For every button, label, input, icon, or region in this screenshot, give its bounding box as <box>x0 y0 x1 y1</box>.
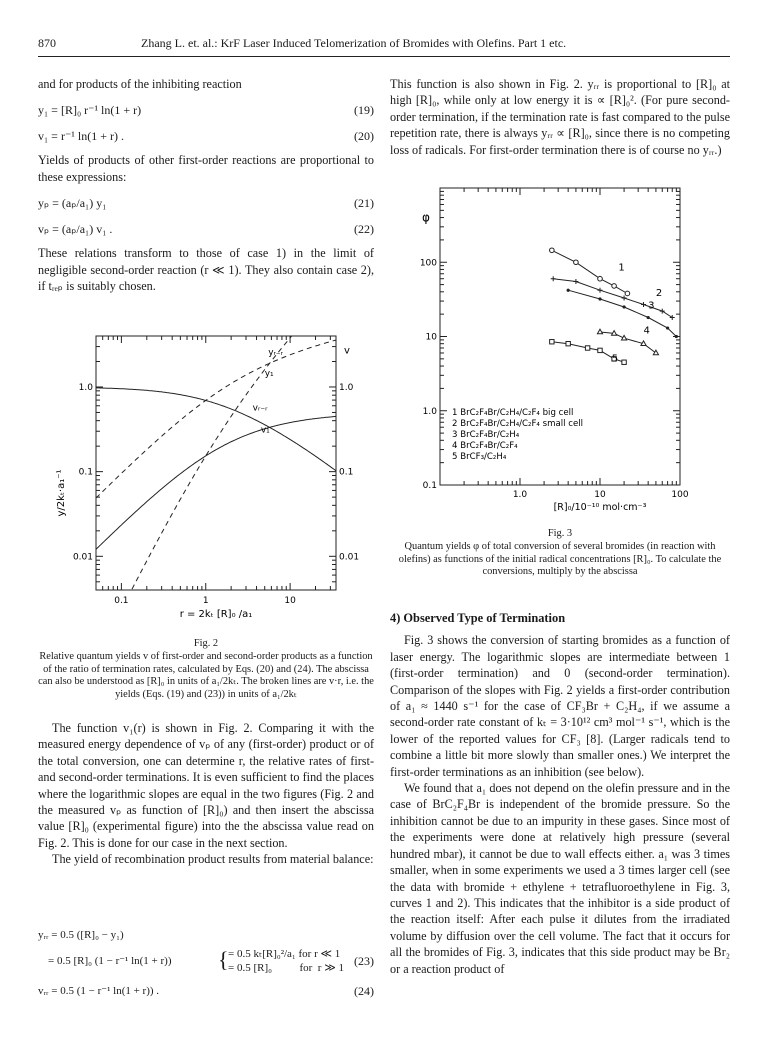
fig2-ytick-label-right: 0.01 <box>339 552 360 563</box>
fig3-point <box>641 302 646 307</box>
equation-23a: yᵣᵣ = 0.5 ([R]₀ − y₁) <box>38 929 124 941</box>
figure-3-caption <box>390 528 730 579</box>
left-column-lower <box>38 720 374 868</box>
fig3-legend-entry: 3 BrC₂F₄Br/C₂H₄ <box>452 429 520 440</box>
fig3-point <box>573 279 578 284</box>
right-column-lower <box>390 610 730 977</box>
fig2-ytick-label-left: 0.1 <box>78 467 93 478</box>
fig2-curve-v1 <box>96 388 336 471</box>
figure-3-caption-title: Fig. 3 <box>547 528 573 539</box>
figure-3-caption-text: Quantum yields φ of total conversion of several bromides (in reaction with olefins) as functions of the initial radical concentrations [R]₀. To calculate the conversions, multiply by the abscissa <box>398 540 722 578</box>
fig3-ytick-label: 1.0 <box>422 406 437 417</box>
fig3-point <box>597 329 602 334</box>
equation-23-number: (23) <box>354 954 374 968</box>
fig3-point <box>660 309 665 314</box>
fig3-point <box>598 276 603 281</box>
fig3-point <box>551 276 556 281</box>
left-column <box>38 76 374 294</box>
fig3-point <box>641 341 646 346</box>
fig3-xtick-label: 100 <box>671 490 689 500</box>
fig3-point <box>647 316 650 319</box>
paragraph-function-continued: This function is also shown in Fig. 2. yᵣᵣ is proportional to [R]₀ at high [R]₀, while only at low energy it is ∝ [R]₀². (For pure second-order termination, if the termination rate is fast compared to the pulse repetition rate, there is always yᵣᵣ ∝ [R]₀, since there is no competing loss of radicals. For first-order termination there is of course no yᵣᵣ.) <box>390 77 730 157</box>
equation-20: v₁ = r⁻¹ ln(1 + r) . (20) <box>38 129 374 144</box>
equation-23b: = 0.5 [R]₀ (1 − r⁻¹ ln(1 + r)) <box>48 955 172 967</box>
paragraph-observed-2: We found that a₁ does not depend on the olefin pressure and in the case of BrC₂F₄Br is independent of the bromide pressure. So the inhibition cannot be due to an impurity in these gases. Since most of the experiments were done at relatively high pressure (several hundred mbar), it cannot be due to wall effects either. a₁ was 3 times smaller, when in some experiments we used a 3 times larger cell (see the data with bromide + ethylene + tetrafluoroethylene in Fig. 3, curves 1 and 2). This indicates that the inhibitor is a side product of the reaction itself: After each pulse it dilutes from the irradiated volume by diffusion over the cell volume. The fact that it occurs for all the bromides of Fig. 3, indicates that this side product may be Br₂ or a reaction product of <box>390 781 730 976</box>
paragraph-function: The function v₁(r) is shown in Fig. 2. Comparing it with the measured energy dependence of vₚ of any (first-order) product or of the total conversion, one can determine r, the relative rates of first- and second-order terminations. It is even sufficient to find the places where the logarithmic slopes are equal in the two figures (Fig. 2 and the measured vₚ as function of [R]₀) and then insert the abscissa value [R]₀ (experimental figure) into the the abscissa value read on Fig. 2. This is done for our case in the next section. <box>38 721 374 850</box>
equation-21: yₚ = (aₚ/a₁) y₁ (21) <box>38 196 374 211</box>
paragraph-yields: Yields of products of other first-order reactions are proportional to these expressions: <box>38 153 374 184</box>
equation-22: vₚ = (aₚ/a₁) v₁ . (22) <box>38 222 374 237</box>
fig3-point <box>621 335 626 340</box>
fig3-point <box>566 341 570 345</box>
fig2-label-vrr: vᵣ₋ᵣ <box>252 403 268 414</box>
fig2-curve-y1 <box>96 340 336 498</box>
figure-2-chart <box>38 328 374 628</box>
fig2-ytick-label-right: 1.0 <box>339 382 354 393</box>
fig3-legend-entry: 4 BrC₂F₄Br/C₂F₄ <box>452 440 518 451</box>
equation-24: vᵣᵣ = 0.5 (1 − r⁻¹ ln(1 + r)) . <box>38 985 160 997</box>
paragraph-recombination: The yield of recombination product results from material balance: <box>52 852 374 867</box>
fig3-ytick-label: 0.1 <box>422 481 437 491</box>
equation-23c1: = 0.5 kₜ[R]₀²/a₁ for r ≪ 1 <box>228 948 341 960</box>
fig3-point <box>670 315 675 320</box>
fig2-label-v1: v₁ <box>260 425 270 436</box>
fig3-point <box>598 297 601 300</box>
fig3-ylabel: φ <box>422 210 430 225</box>
fig3-point <box>622 305 625 308</box>
equation-23c2: = 0.5 [R]₀ for r ≫ 1 <box>228 962 344 974</box>
fig3-curve-label: 5 <box>611 353 619 365</box>
fig3-ytick-label: 10 <box>425 332 437 343</box>
fig2-ytick-label-right: 0.1 <box>339 467 354 478</box>
fig3-legend-entry: 1 BrC₂F₄Br/C₂H₄/C₂F₄ big cell <box>452 407 574 418</box>
fig2-curve-vrr <box>96 416 336 549</box>
fig3-point <box>598 288 603 293</box>
fig3-curve-label: 1 <box>618 262 625 274</box>
fig3-point <box>625 291 630 296</box>
fig3-point <box>666 326 669 329</box>
figure-2-caption-title: Fig. 2 <box>193 638 219 649</box>
fig3-point <box>550 340 554 344</box>
fig2-xtick-label: 1 <box>202 596 209 606</box>
fig2-frame <box>96 336 336 590</box>
fig3-curve-label: 4 <box>643 325 650 337</box>
fig3-ytick-label: 100 <box>419 258 437 269</box>
fig2-label-yrr: yᵣ₋ᵣ <box>268 347 283 358</box>
fig2-right-label: v <box>344 345 350 357</box>
fig3-point <box>585 346 589 350</box>
figure-3-chart <box>395 180 695 520</box>
fig2-xlabel: r = 2kₜ [R]₀ /a₁ <box>179 609 253 620</box>
running-title: Zhang L. et. al.: KrF Laser Induced Telomerization of Bromides with Olefins. Part 1 etc. <box>141 36 567 50</box>
fig3-point <box>567 289 570 292</box>
fig3-xtick-label: 10 <box>594 490 606 500</box>
section-title: 4) Observed Type of Termination <box>390 611 566 625</box>
fig2-xtick-label: 0.1 <box>114 596 129 606</box>
fig2-ytick-label-left: 1.0 <box>78 382 93 393</box>
fig3-point <box>574 260 579 265</box>
paragraph-transform: These relations transform to those of case 1) in the limit of negligible second-order reaction (r ≪ 1). They also contain case 2), if tᵣₑₚ is suitably chosen. <box>38 246 374 294</box>
paragraph-observed-1: Fig. 3 shows the conversion of starting bromides as a function of laser energy. The logarithmic slopes are intermediate between 1 (first-order termination) and 0 (second-order termination). Comparison of the slopes with Fig. 2 yields a first-order contribution of a₁ ≈ 1440 s⁻¹ for the case of CF₃Br + C₂H₄, if we assume a second-order rate constant of kₜ = 3·10¹² cm³ mol⁻¹ s⁻¹, which is the lower of the reported values for CF₃ [8]. (Larger radicals tend to combine a little bit more slowly than smaller ones.) We interpret the first-order terminations as an inhibition (see below). <box>390 633 730 779</box>
equation-19: y₁ = [R]₀ r⁻¹ ln(1 + r) (19) <box>38 103 374 118</box>
figure-2-caption <box>38 638 374 702</box>
page-number: 870 <box>38 36 56 50</box>
fig3-legend-entry: 5 BrCF₃/C₂H₄ <box>452 451 507 462</box>
fig3-xtick-label: 1.0 <box>512 490 528 500</box>
intro-text: and for products of the inhibiting reaction <box>38 77 242 91</box>
equation-23-block: yᵣᵣ = 0.5 ([R]₀ − y₁) = 0.5 [R]₀ (1 − r⁻¹ ln(1 + r)) { = 0.5 kₜ[R]₀²/a₁ for r ≪ 1 = 0.5 [R]₀ for r ≫ 1 (23) vᵣᵣ = 0.5 (1 − r⁻¹ ln(1 + r)) . (24) <box>38 929 374 998</box>
fig3-point <box>653 350 658 355</box>
fig3-point <box>550 248 555 253</box>
right-column-top <box>390 76 730 158</box>
page-header <box>38 34 730 57</box>
fig3-point <box>622 296 627 301</box>
fig3-xlabel: [R]₀/10⁻¹⁰ mol·cm⁻³ <box>553 502 647 513</box>
fig3-point <box>611 331 616 336</box>
fig3-point <box>612 284 617 289</box>
fig2-ytick-label-left: 0.01 <box>72 552 93 563</box>
fig3-point <box>598 348 602 352</box>
fig3-curve-label: 3 <box>648 300 655 312</box>
fig2-label-y1: y₁ <box>264 368 274 379</box>
fig3-point <box>622 360 626 364</box>
fig2-ylabel: y/2kₜ·a₁⁻¹ <box>56 469 67 517</box>
figure-2-caption-text: Relative quantum yields v of first-order and second-order products as a function of the ratio of termination rates, calculated by Eqs. (20) and (24). The abscissa can also be understood as [R]₀ in units of a₁/2kₜ. The broken lines are v·r, i.e. the yields (Eqs. (19) and (23)) in units of a₁/2kₜ <box>38 650 374 701</box>
equation-24-number: (24) <box>354 984 374 998</box>
fig3-point <box>675 335 678 338</box>
fig3-curve-label: 2 <box>655 288 663 300</box>
fig3-legend-entry: 2 BrC₂F₄Br/C₂H₄/C₂F₄ small cell <box>452 418 584 429</box>
fig2-xtick-label: 10 <box>284 596 296 606</box>
